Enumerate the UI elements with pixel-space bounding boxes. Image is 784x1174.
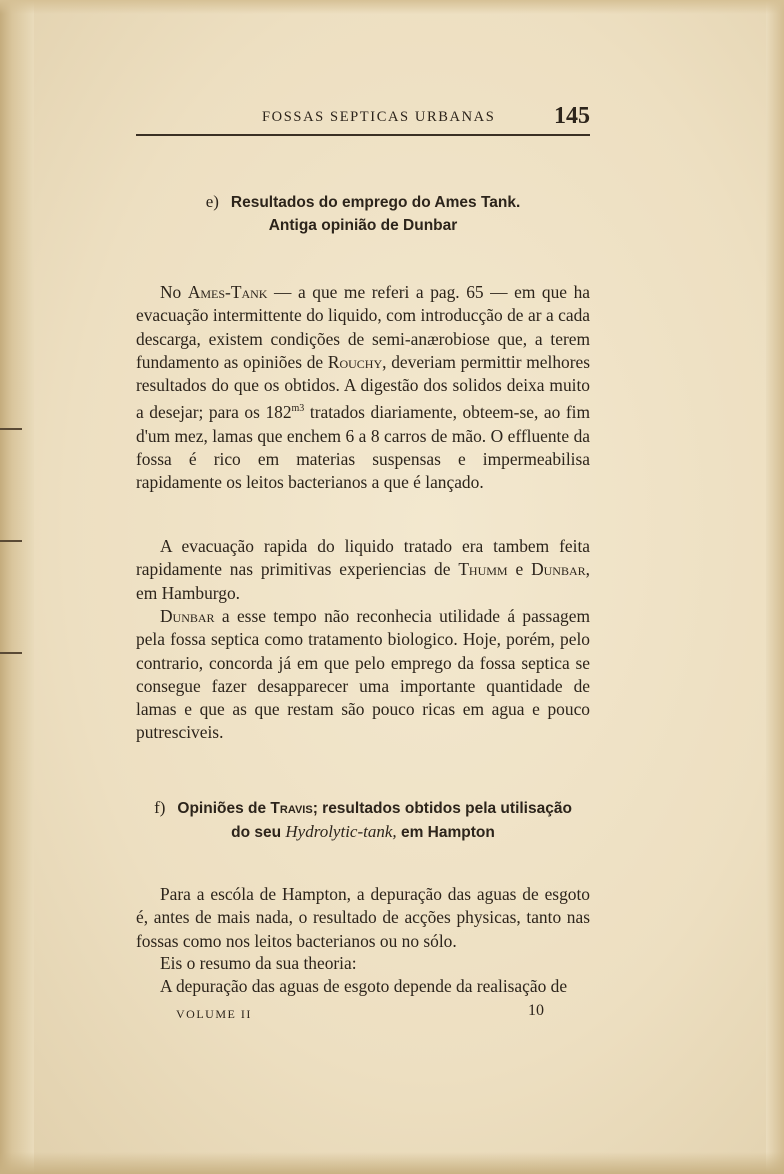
page-right-edge [766, 0, 784, 1174]
sheet-signature: 10 [528, 1002, 544, 1019]
section-label: e) [205, 192, 219, 211]
text-run: ; resultados obtidos pela utilisação [312, 800, 572, 817]
section-label: f) [154, 798, 166, 817]
term-hydrolytic-tank: Hydrolytic-tank, [285, 822, 397, 841]
page-left-edge [0, 0, 34, 1174]
name-travis: Travis [270, 800, 313, 817]
section-title-line1: Resultados do emprego do Ames Tank. [230, 194, 521, 211]
name-ames-tank: Ames-Tank [187, 282, 268, 302]
running-title: FOSSAS SEPTICAS URBANAS [262, 109, 496, 125]
text-run: No [160, 282, 188, 302]
binding-mark [0, 652, 22, 654]
text-run: — a que me referi a pag. 65 — em que ha evacuação intermittente do liquido, com introducção de ar a cada descarga, existem condições de semi-anærobiose que, a terem fundamento as opiniões de [136, 282, 590, 372]
text-run: A evacuação rapida do liquido tratado era tambem feita rapidamente nas primitivas experiencias de [136, 536, 590, 580]
paragraph-dunbar [136, 605, 590, 745]
text-run: Opiniões de [177, 800, 271, 817]
header-rule [136, 134, 590, 136]
binding-mark [0, 428, 22, 430]
text-run: , deveriam permittir melhores resultados do que os obtidos. A digestão dos solidos deixa muito a desejar; para os 182 [136, 351, 590, 423]
text-run: , em Hamburgo. [136, 559, 591, 603]
unit-superscript: m3 [291, 403, 305, 415]
paragraph-hampton: Para a escóla de Hampton, a depuração das aguas de esgoto é, antes de mais nada, o resultado de acções physicas, tanto nas fossas como nos leitos bacterianos ou no sólo. [136, 884, 590, 951]
section-title-line2: Antiga opinião de Dunbar [268, 217, 458, 234]
paragraph-ames-tank [136, 281, 590, 494]
text-run: em Hampton [396, 824, 495, 841]
volume-signature: VOLUME II [176, 1007, 252, 1021]
page-bottom-edge [0, 1152, 784, 1174]
paragraph-theory-intro: Eis o resumo da sua theoria: [160, 953, 357, 973]
name-rouchy: Rouchy [327, 351, 383, 372]
text-run: a esse tempo não reconhecia utilidade á passagem pela fossa septica como tratamento biologico. Hoje, porém, pelo contrario, concorda já em que pelo emprego da fossa septica se consegue fazer desapparecer uma importante quantidade de lamas e que as que restam são pouco ricas em agua e pouco putresciveis. [136, 606, 590, 743]
name-dunbar: Dunbar [531, 559, 586, 580]
binding-mark [0, 540, 22, 542]
text-run: do seu [231, 824, 286, 841]
name-dunbar: Dunbar [160, 606, 215, 626]
paragraph-evacuation [136, 535, 590, 605]
running-head [136, 103, 590, 133]
section-heading-e [136, 190, 590, 237]
paragraph-theory-start: A depuração das aguas de esgoto depende da realisação de [160, 976, 568, 996]
text-run: tratados diariamente, obteem-se, ao fim d'um mez, lamas que enchem 6 a 8 carros de mão. O effluente da fossa é rico em materias suspensas e impermeabilisa rapidamente os leitos bacterianos a que é lançado. [136, 402, 590, 493]
page-number: 145 [554, 103, 590, 129]
page-top-edge [0, 0, 784, 14]
text-run: e [507, 559, 532, 580]
section-heading-f [136, 796, 590, 844]
name-thumm: Thumm [458, 559, 508, 580]
